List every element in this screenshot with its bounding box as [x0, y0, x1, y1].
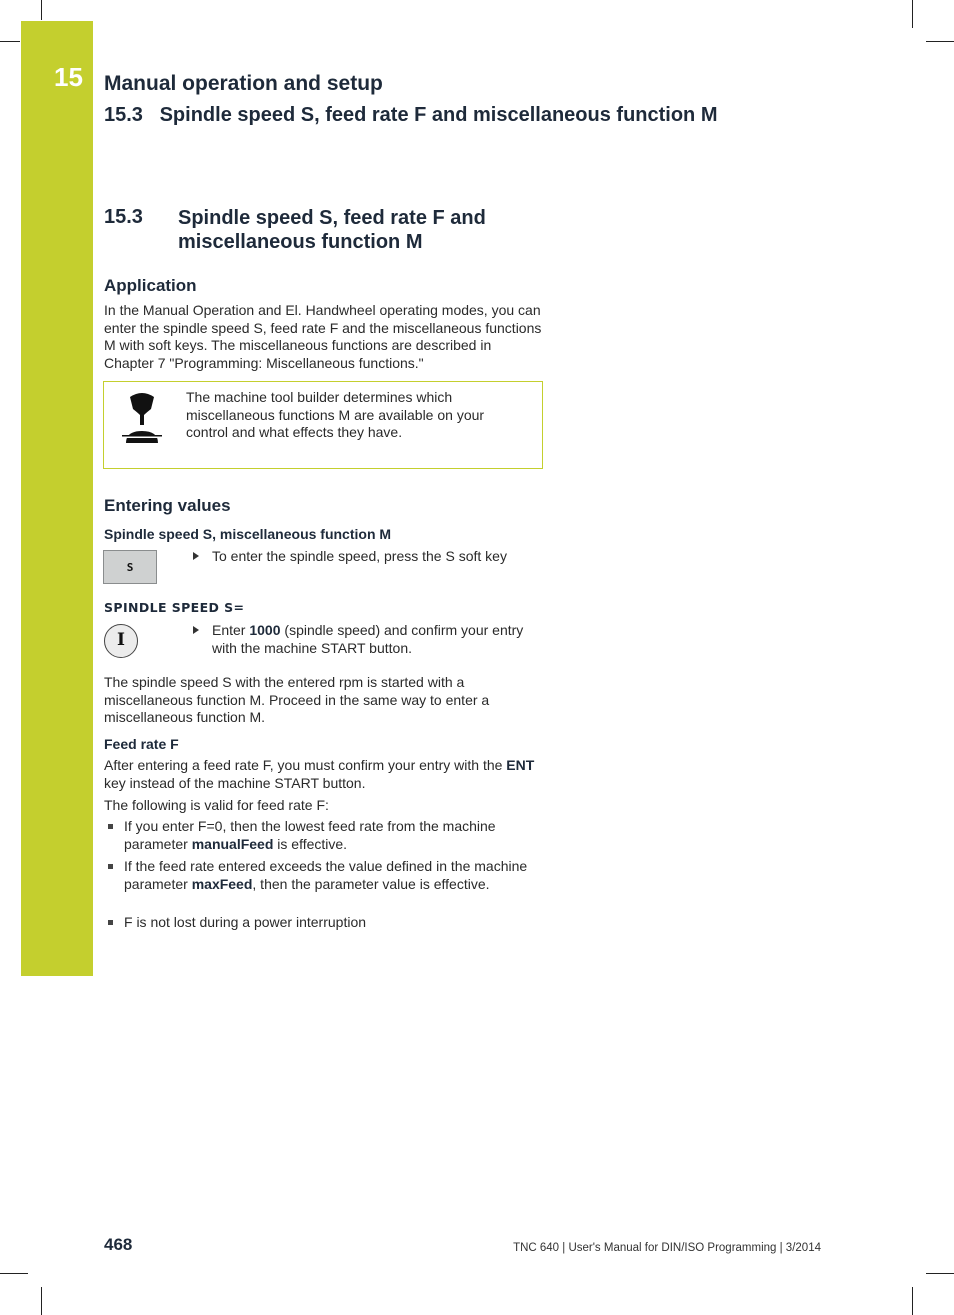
- list-item: F is not lost during a power interruption: [108, 914, 538, 932]
- application-heading: Application: [104, 276, 197, 295]
- spindle-result-paragraph: The spindle speed S with the entered rpm is started with a miscellaneous function M. Proceed in the same way to enter a miscellaneous function M.: [104, 674, 490, 726]
- feed-paragraph: After entering a feed rate F, you must confirm your entry with the ENT key instead of the machine START button.: [104, 757, 535, 791]
- list-item: If you enter F=0, then the lowest feed rate from the machine parameter manualFeed is effective.: [108, 818, 538, 853]
- crop-mark: [912, 0, 913, 28]
- step-press-s: [193, 548, 543, 566]
- crop-mark: [0, 41, 20, 42]
- spindle-subheading: Spindle speed S, miscellaneous function M: [104, 526, 392, 542]
- chapter-number: 15: [54, 62, 83, 92]
- chapter-sidebar: [21, 21, 93, 976]
- step-enter-value: [193, 622, 543, 657]
- crop-mark: [41, 1287, 42, 1315]
- chapter-title: Manual operation and setup: [104, 72, 383, 95]
- step-text: Enter 1000 (spindle speed) and confirm your entry with the machine START button.: [212, 622, 524, 656]
- feed-valid-intro: The following is valid for feed rate F:: [104, 797, 329, 813]
- application-paragraph: In the Manual Operation and El. Handwheel operating modes, you can enter the spindle speed S, feed rate F and the miscellaneous functions M with soft keys. The miscellaneous functions are described in Chapter 7 "Programming: Miscellaneous functions.": [104, 302, 542, 371]
- list-item: If the feed rate entered exceeds the value defined in the machine parameter maxFeed, then the parameter value is effective.: [108, 858, 538, 893]
- step-text: To enter the spindle speed, press the S soft key: [212, 548, 507, 564]
- step-arrow-icon: [193, 626, 199, 634]
- section-number: 15.3: [104, 206, 143, 228]
- crop-mark: [41, 0, 42, 20]
- step-arrow-icon: [193, 552, 199, 560]
- bullet-square-icon: [108, 824, 113, 829]
- page-number: 468: [104, 1235, 133, 1254]
- section-title: Spindle speed S, feed rate F and miscellaneous function M: [178, 207, 486, 253]
- i-key-icon: I: [104, 624, 138, 658]
- running-section-title: 15.3 Spindle speed S, feed rate F and miscellaneous function M: [104, 104, 718, 126]
- crop-mark: [926, 41, 954, 42]
- note-text: The machine tool builder determines which miscellaneous functions M are available on your control and what effects they have.: [186, 389, 485, 441]
- feed-subheading: Feed rate F: [104, 736, 179, 752]
- entering-values-heading: Entering values: [104, 496, 231, 515]
- bullet-square-icon: [108, 920, 113, 925]
- dialog-prompt: SPINDLE SPEED S=: [104, 600, 245, 615]
- footer-text: TNC 640 | User's Manual for DIN/ISO Programming | 3/2014: [513, 1242, 821, 1254]
- crop-mark: [912, 1287, 913, 1315]
- s-soft-key[interactable]: S: [103, 550, 157, 584]
- bullet-square-icon: [108, 864, 113, 869]
- crop-mark: [926, 1273, 954, 1274]
- crop-mark: [0, 1273, 28, 1274]
- machine-tool-icon: [122, 391, 162, 445]
